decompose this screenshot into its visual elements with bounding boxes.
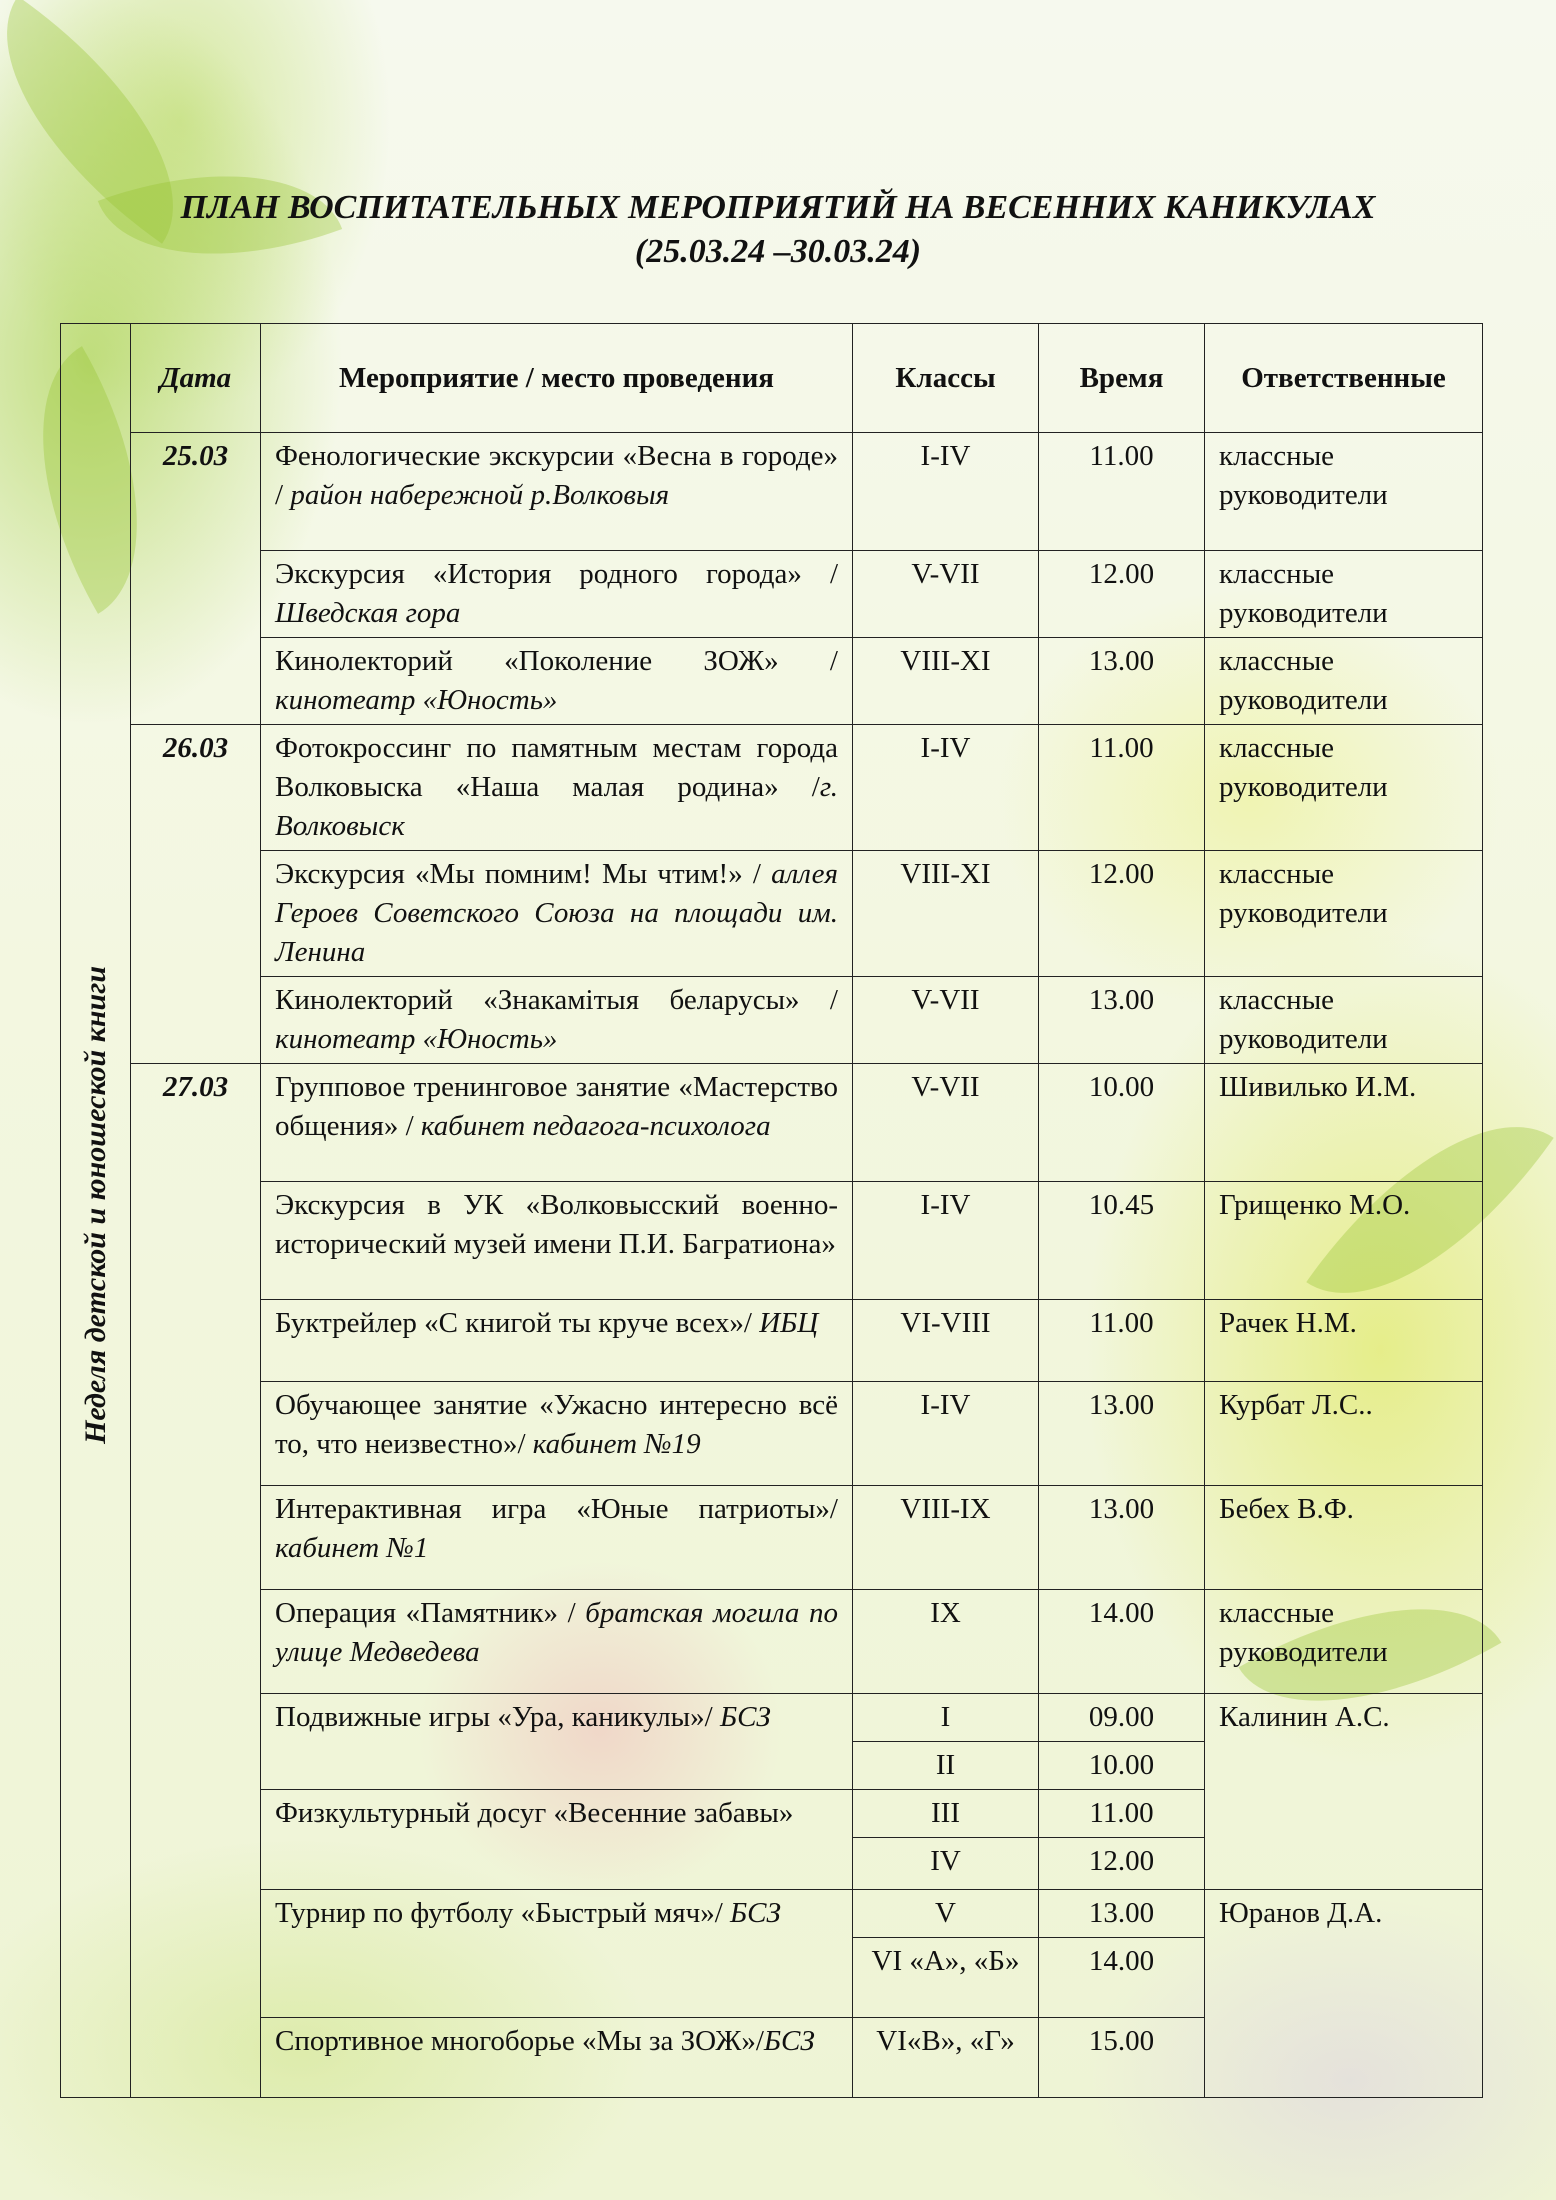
time-cell: 10.00 [1039, 1742, 1205, 1790]
classes-cell: I-IV [853, 725, 1039, 851]
page-title [0, 186, 1556, 274]
event-text: Экскурсия «История родного города» / [275, 558, 838, 590]
event-place: г. Волковыск [275, 771, 838, 842]
event-place: БСЗ [719, 1701, 771, 1733]
time-cell: 11.00 [1039, 1790, 1205, 1838]
event-cell [261, 1064, 853, 1182]
classes-cell: I-IV [853, 1382, 1039, 1486]
responsible-cell: классные руководители [1205, 551, 1483, 638]
header-responsible: Ответственные [1205, 324, 1483, 433]
classes-cell: II [853, 1742, 1039, 1790]
responsible-cell: Грищенко М.О. [1205, 1182, 1483, 1300]
time-cell: 09.00 [1039, 1694, 1205, 1742]
responsible-cell: Калинин А.С. [1205, 1694, 1483, 1890]
time-cell: 13.00 [1039, 977, 1205, 1064]
event-place: Шведская гора [275, 597, 461, 629]
title-line-2: (25.03.24 –30.03.24) [634, 233, 922, 270]
time-cell: 12.00 [1039, 851, 1205, 977]
table-row [61, 1486, 1483, 1590]
responsible-cell: классные руководители [1205, 1590, 1483, 1694]
event-text: Фенологические экскурсии «Весна в городе» / [275, 440, 838, 511]
time-cell: 15.00 [1039, 2018, 1205, 2098]
event-place: БСЗ [763, 2025, 815, 2057]
classes-cell: VI «А», «Б» [853, 1938, 1039, 2018]
table-row [61, 1382, 1483, 1486]
week-label: Неделя детской и юношеской книги [79, 966, 112, 1444]
header-classes: Классы [853, 324, 1039, 433]
classes-cell: V [853, 1890, 1039, 1938]
header-date: Дата [131, 324, 261, 433]
event-place: кабинет №1 [275, 1532, 429, 1564]
responsible-cell: Рачек Н.М. [1205, 1300, 1483, 1382]
event-place: кабинет №19 [532, 1428, 701, 1460]
time-cell: 13.00 [1039, 638, 1205, 725]
table-row [61, 1890, 1483, 1938]
event-cell [261, 1590, 853, 1694]
responsible-cell: классные руководители [1205, 433, 1483, 551]
event-text: Обучающее занятие «Ужасно интересно всё то, что неизвестно»/ [275, 1389, 838, 1460]
time-cell: 13.00 [1039, 1890, 1205, 1938]
event-cell [261, 1486, 853, 1590]
classes-cell: IX [853, 1590, 1039, 1694]
classes-cell: VIII-XI [853, 851, 1039, 977]
event-place: братская могила по улице Медведева [275, 1597, 838, 1668]
time-cell: 13.00 [1039, 1486, 1205, 1590]
event-cell [261, 2018, 853, 2098]
event-text: Турнир по футболу «Быстрый мяч»/ [275, 1897, 731, 1929]
classes-cell: V-VII [853, 1064, 1039, 1182]
date-cell: 27.03 [131, 1064, 261, 2098]
event-cell [261, 851, 853, 977]
responsible-cell: классные руководители [1205, 977, 1483, 1064]
table-row [61, 433, 1483, 551]
classes-cell: I-IV [853, 1182, 1039, 1300]
event-cell [261, 551, 853, 638]
time-cell: 11.00 [1039, 433, 1205, 551]
event-text: Фотокроссинг по памятным местам города Волковыска «Наша малая родина» / [275, 732, 838, 803]
week-label-cell [61, 324, 131, 2098]
table-row [61, 638, 1483, 725]
event-cell: Физкультурный досуг «Весенние забавы» [261, 1790, 853, 1890]
table-row [61, 1694, 1483, 1742]
event-place: кинотеатр «Юность» [275, 684, 558, 716]
table-row [61, 725, 1483, 851]
time-cell: 14.00 [1039, 1938, 1205, 2018]
event-place: БСЗ [730, 1897, 781, 1929]
event-text: Групповое тренинговое занятие «Мастерство общения» / [275, 1071, 838, 1142]
responsible-cell: Юранов Д.А. [1205, 1890, 1483, 2098]
time-cell: 13.00 [1039, 1382, 1205, 1486]
event-cell [261, 433, 853, 551]
events-table [60, 323, 1483, 2098]
event-cell [261, 725, 853, 851]
time-cell: 10.00 [1039, 1064, 1205, 1182]
event-text: Кинолекторий «Поколение ЗОЖ» / [275, 645, 838, 677]
header-row [61, 324, 1483, 433]
time-cell: 11.00 [1039, 1300, 1205, 1382]
table-row [61, 551, 1483, 638]
event-text: Операция «Памятник» / [275, 1597, 586, 1629]
classes-cell: V-VII [853, 551, 1039, 638]
event-cell [261, 977, 853, 1064]
responsible-cell: Курбат Л.С.. [1205, 1382, 1483, 1486]
responsible-cell: классные руководители [1205, 638, 1483, 725]
event-text: Интерактивная игра «Юные патриоты»/ [275, 1493, 838, 1525]
table-row [61, 1064, 1483, 1182]
event-place: кинотеатр «Юность» [275, 1023, 558, 1055]
time-cell: 14.00 [1039, 1590, 1205, 1694]
event-place: аллея Героев Советского Союза на площади им. Ленина [275, 858, 838, 968]
event-text: Кинолекторий «Знакамітыя беларусы» / [275, 984, 838, 1016]
table-row [61, 851, 1483, 977]
event-cell [261, 1182, 853, 1300]
event-text: Спортивное многоборье «Мы за ЗОЖ»/ [275, 2025, 764, 2057]
event-cell [261, 638, 853, 725]
time-cell: 12.00 [1039, 551, 1205, 638]
classes-cell: VI-VIII [853, 1300, 1039, 1382]
event-text: Буктрейлер «С книгой ты круче всех»/ [275, 1307, 760, 1339]
classes-cell: III [853, 1790, 1039, 1838]
classes-cell: I [853, 1694, 1039, 1742]
event-text: Экскурсия «Мы помним! Мы чтим!» / [275, 858, 772, 890]
date-cell: 26.03 [131, 725, 261, 1064]
table-row [61, 1300, 1483, 1382]
responsible-cell: Бебех В.Ф. [1205, 1486, 1483, 1590]
event-place: ИБЦ [759, 1307, 819, 1339]
responsible-cell: классные руководители [1205, 725, 1483, 851]
classes-cell: VI«В», «Г» [853, 2018, 1039, 2098]
classes-cell: V-VII [853, 977, 1039, 1064]
classes-cell: I-IV [853, 433, 1039, 551]
header-event: Мероприятие / место проведения [261, 324, 853, 433]
table-row [61, 1590, 1483, 1694]
date-cell: 25.03 [131, 433, 261, 725]
time-cell: 10.45 [1039, 1182, 1205, 1300]
classes-cell: IV [853, 1838, 1039, 1890]
responsible-cell: Шивилько И.М. [1205, 1064, 1483, 1182]
event-text: Экскурсия в УК «Волковысский военно-исторический музей имени П.И. Багратиона» [275, 1189, 838, 1260]
event-place: кабинет педагога-психолога [420, 1110, 771, 1142]
time-cell: 11.00 [1039, 725, 1205, 851]
classes-cell: VIII-XI [853, 638, 1039, 725]
event-text: Подвижные игры «Ура, каникулы»/ [275, 1701, 720, 1733]
time-cell: 12.00 [1039, 1838, 1205, 1890]
table-row [61, 1182, 1483, 1300]
event-place: район набережной р.Волковыя [290, 479, 670, 511]
title-line-1: ПЛАН ВОСПИТАТЕЛЬНЫХ МЕРОПРИЯТИЙ НА ВЕСЕННИХ КАНИКУЛАХ [180, 189, 1376, 226]
classes-cell: VIII-IX [853, 1486, 1039, 1590]
event-cell [261, 1890, 853, 2018]
table-row [61, 977, 1483, 1064]
event-cell [261, 1300, 853, 1382]
responsible-cell: классные руководители [1205, 851, 1483, 977]
event-cell [261, 1382, 853, 1486]
header-time: Время [1039, 324, 1205, 433]
event-cell [261, 1694, 853, 1790]
